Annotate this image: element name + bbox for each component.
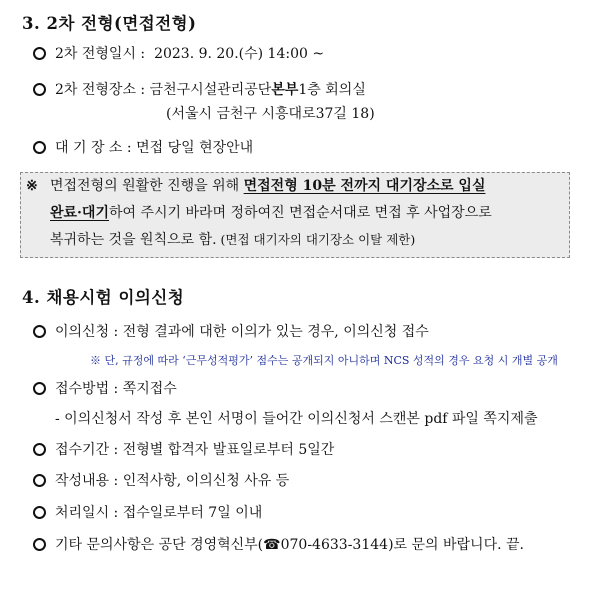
section-4-title: 4. 채용시험 이의신청	[22, 288, 185, 307]
item-value-pre: 금천구시설관리공단	[149, 82, 272, 98]
item-text: 처리일시 : 접수일로부터 7일 이내	[55, 505, 263, 521]
item-text-post: )로 문의 바랍니다. 끝.	[388, 537, 524, 553]
note-mark: ※	[26, 178, 38, 194]
item-label: 2차 전형장소 :	[55, 82, 146, 98]
list-item	[33, 46, 324, 63]
circle-bullet-icon	[33, 47, 46, 60]
item-text: 작성내용 : 인적사항, 이의신청 사유 등	[55, 473, 290, 489]
item-text-pre: 기타 문의사항은 공단 경영혁신부(	[55, 537, 264, 553]
circle-bullet-icon	[33, 506, 46, 519]
item-sub-note: ※ 단, 규정에 따라 ‘근무성적평가’ 점수는 공개되지 아니하며 NCS 성적의 경우 요청 시 개별 공개	[90, 354, 558, 367]
item-text: 접수기간 : 전형별 합격자 발표일로부터 5일간	[55, 442, 335, 458]
item-value: 면접 당일 현장안내	[136, 140, 254, 156]
note-text: 하여 주시기 바라며 정하여진 면접순서대로 면접 후 사업장으로	[108, 205, 492, 221]
item-sub-address: (서울시 금천구 시흥대로37길 18)	[166, 106, 375, 122]
item-sub-text: - 이의신청서 작성 후 본인 서명이 들어간 이의신청서 스캔본 pdf 파일 쪽지제출	[55, 411, 538, 427]
list-item	[33, 381, 177, 398]
note-text: 면접전형의 원활한 진행을 위해	[50, 178, 244, 194]
note-line-1	[50, 178, 485, 195]
list-item	[33, 140, 253, 157]
circle-bullet-icon	[33, 141, 46, 154]
list-item	[33, 473, 289, 490]
phone-icon: ☎	[263, 537, 281, 553]
note-small-text: (면접 대기자의 대기장소 이탈 제한)	[216, 232, 416, 247]
circle-bullet-icon	[33, 382, 46, 395]
note-emphasis: 완료·대기	[50, 205, 109, 221]
item-text: 접수방법 : 쪽지접수	[55, 381, 177, 397]
note-line-3	[50, 232, 415, 249]
list-item	[33, 442, 334, 459]
circle-bullet-icon	[33, 83, 46, 96]
note-line-2	[50, 205, 492, 222]
item-value-bold: 본부	[271, 82, 299, 98]
item-value: 2023. 9. 20.(수) 14:00 ~	[154, 46, 325, 62]
circle-bullet-icon	[33, 443, 46, 456]
item-value-post: 1층 회의실	[298, 82, 366, 98]
circle-bullet-icon	[33, 325, 46, 338]
item-label: 대 기 장 소 :	[55, 140, 132, 156]
section-3-title: 3. 2차 전형(면접전형)	[22, 14, 197, 33]
list-item	[33, 82, 366, 99]
list-item	[33, 324, 429, 341]
note-emphasis: 면접전형 10분 전까지 대기장소로 입실	[243, 178, 486, 194]
circle-bullet-icon	[33, 538, 46, 551]
list-item	[33, 505, 262, 522]
note-text: 복귀하는 것을 원칙으로 함.	[50, 232, 217, 248]
circle-bullet-icon	[33, 474, 46, 487]
phone-number: 070-4633-3144	[280, 537, 389, 553]
item-text: 이의신청 : 전형 결과에 대한 이의가 있는 경우, 이의신청 접수	[55, 324, 429, 340]
list-item	[33, 537, 524, 554]
item-label: 2차 전형일시 :	[55, 46, 146, 62]
